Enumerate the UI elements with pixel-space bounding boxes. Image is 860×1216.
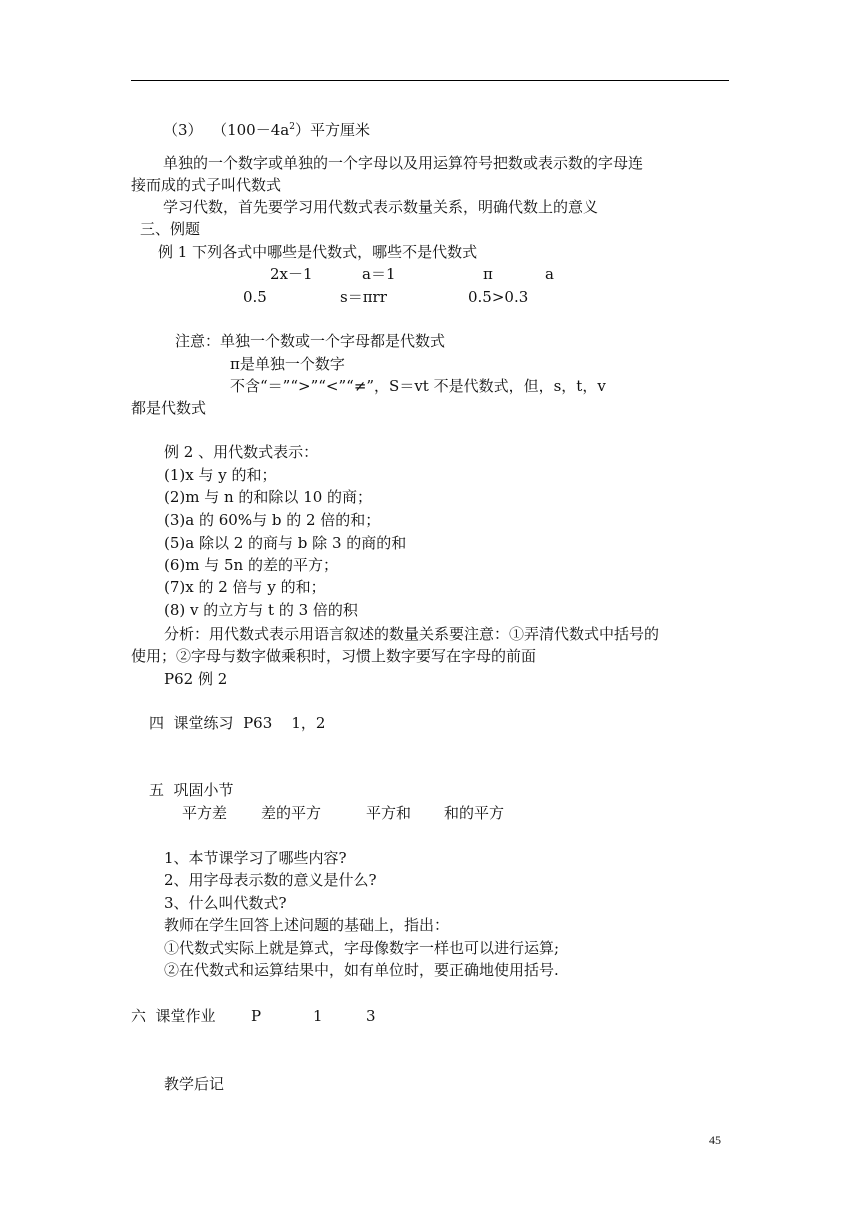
page-number: 45 [709, 1133, 721, 1147]
homework-item: 1 [313, 1007, 323, 1025]
example-1-expr: 0.5 [243, 288, 267, 306]
homework-page: P [251, 1007, 262, 1025]
example-1-expr: π [483, 265, 493, 283]
summary-point: ②在代数式和运算结果中，如有单位时，要正确地使用括号. [164, 961, 559, 979]
section-5-heading: 五 巩固小节 [149, 781, 234, 799]
item-3-exponent: 2 [289, 122, 295, 132]
summary-term: 平方差 [182, 804, 228, 822]
example-2-item: (3)a 的 60%与 b 的 2 倍的和； [164, 511, 381, 529]
example-2-item: (2)m 与 n 的和除以 10 的商； [164, 488, 373, 506]
example-1-title: 例 1 下列各式中哪些是代数式，哪些不是代数式 [158, 243, 478, 261]
example-2-item: (1)x 与 y 的和； [164, 466, 277, 484]
example-2-title: 例 2 、用代数式表示： [164, 443, 319, 461]
item-3-suffix: ）平方厘米 [294, 121, 370, 139]
review-question: 3、什么叫代数式? [164, 894, 287, 912]
header-rule [131, 80, 729, 81]
example-1-expr: 0.5>0.3 [468, 288, 529, 306]
example-1-expr: s＝πrr [340, 288, 387, 306]
example-2-item: (5)a 除以 2 的商与 b 除 3 的商的和 [164, 534, 407, 552]
item-3-line [163, 120, 370, 140]
section-3-heading: 三、例题 [140, 220, 201, 238]
homework-item: 3 [366, 1007, 376, 1025]
definition-line-2: 接而成的式子叫代数式 [131, 176, 282, 194]
summary-point: ①代数式实际上就是算式，字母像数字一样也可以进行运算; [164, 939, 560, 957]
note-line-1: 注意：单独一个数或一个字母都是代数式 [175, 332, 446, 350]
section-6-heading: 六 课堂作业 [131, 1007, 216, 1025]
example-2-item: (7)x 的 2 倍与 y 的和； [164, 578, 326, 596]
analysis-line-1: 分析：用代数式表示用语言叙述的数量关系要注意：①弄清代数式中括号的 [164, 625, 660, 643]
note-line-4: 都是代数式 [131, 399, 207, 417]
teacher-note: 教师在学生回答上述问题的基础上，指出： [164, 916, 450, 934]
definition-line-1: 单独的一个数字或单独的一个字母以及用运算符号把数或表示数的字母连 [163, 154, 644, 172]
review-question: 2、用字母表示数的意义是什么? [164, 871, 377, 889]
analysis-line-2: 使用；②字母与数字做乘积时，习惯上数字要写在字母的前面 [131, 647, 537, 665]
example-1-expr: a＝1 [362, 265, 396, 283]
textbook-reference: P62 例 2 [164, 670, 228, 688]
summary-term: 和的平方 [444, 804, 505, 822]
example-2-item: (8) v 的立方与 t 的 3 倍的积 [164, 601, 358, 619]
example-2-item: (6)m 与 5n 的差的平方； [164, 556, 338, 574]
summary-term: 差的平方 [261, 804, 322, 822]
teaching-postscript: 教学后记 [164, 1075, 225, 1093]
summary-term: 平方和 [366, 804, 412, 822]
item-3-prefix: （3） （100－4a [163, 121, 290, 139]
definition-line-3: 学习代数，首先要学习用代数式表示数量关系，明确代数上的意义 [163, 198, 599, 216]
section-4-heading: 四 课堂练习 P63 1，2 [149, 714, 326, 732]
example-1-expr: a [545, 265, 554, 283]
note-line-3: 不含“＝”“>”“<”“≠”，S＝vt 不是代数式，但，s，t，v [230, 377, 606, 395]
review-question: 1、本节课学习了哪些内容? [164, 849, 347, 867]
note-line-2: π是单独一个数字 [230, 355, 345, 373]
example-1-expr: 2x－1 [270, 265, 313, 283]
